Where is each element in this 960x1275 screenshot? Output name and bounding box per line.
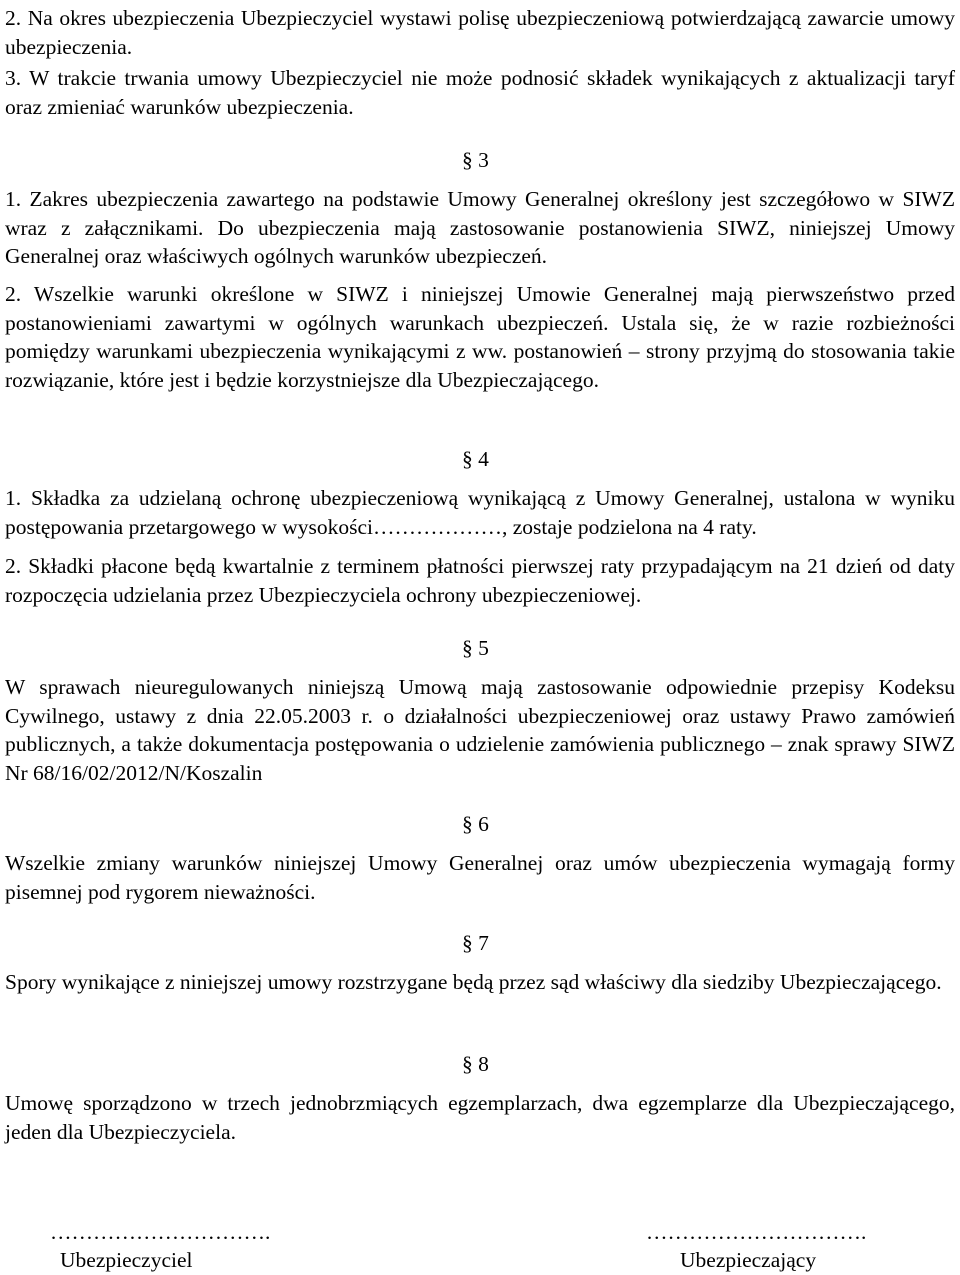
section-3-paragraph-2: 2. Wszelkie warunki określone w SIWZ i niniejszej Umowie Generalnej mają pierwszeństwo przed postanowieniami zawartymi w ogólnych warunkach ubezpieczeń. Ustala się, że w razie rozbieżności pomiędzy warunkami ubezpieczenia wynikającymi z ww. postanowień – strony przyjmą do stosowania takie rozwiązanie, które jest i będzie korzystniejsze dla Ubezpieczającego. <box>5 282 955 392</box>
section-4-paragraph-2: 2. Składki płacone będą kwartalnie z terminem płatności pierwszej raty przypadającym na 21 dzień od daty rozpoczęcia udzielania przez Ubezpieczyciela ochrony ubezpieczeniowej. <box>5 554 955 607</box>
section-7-paragraph: Spory wynikające z niniejszej umowy rozstrzygane będą przez sąd właściwy dla siedziby Ubezpieczającego. <box>5 970 942 994</box>
section-6-paragraph: Wszelkie zmiany warunków niniejszej Umowy Generalnej oraz umów ubezpieczenia wymagają formy pisemnej pod rygorem nieważności. <box>5 851 955 904</box>
section-8-paragraph: Umowę sporządzono w trzech jednobrzmiących egzemplarzach, dwa egzemplarze dla Ubezpieczającego, jeden dla Ubezpieczyciela. <box>5 1091 955 1144</box>
signature-line-insurer: …………………………. <box>50 1220 271 1244</box>
section-heading-3: § 3 <box>462 148 489 172</box>
clause-2-policy: 2. Na okres ubezpieczenia Ubezpieczyciel wystawi polisę ubezpieczeniową potwierdzającą zawarcie umowy ubezpieczenia. <box>5 6 955 59</box>
section-heading-6: § 6 <box>462 812 489 836</box>
section-5-paragraph: W sprawach nieuregulowanych niniejszą Umową mają zastosowanie odpowiednie przepisy Kodeksu Cywilnego, ustawy z dnia 22.05.2003 r. o działalności ubezpieczeniowej oraz ustawy Prawo zamówień publicznych, a także dokumentacja postępowania o udzielenie zamówienia publicznego – znak sprawy SIWZ Nr 68/16/02/2012/N/Koszalin <box>5 675 955 785</box>
clause-3-premium-fixed: 3. W trakcie trwania umowy Ubezpieczyciel nie może podnosić składek wynikających z aktualizacji taryf oraz zmieniać warunków ubezpieczenia. <box>5 66 955 119</box>
section-3-paragraph-1: 1. Zakres ubezpieczenia zawartego na podstawie Umowy Generalnej określony jest szczegółowo w SIWZ wraz z załącznikami. Do ubezpieczenia mają zastosowanie postanowienia SIWZ, niniejszej Umowy Generalnej oraz właściwych ogólnych warunków ubezpieczeń. <box>5 187 955 269</box>
section-heading-4: § 4 <box>462 447 489 471</box>
section-4-paragraph-1: 1. Składka za udzielaną ochronę ubezpieczeniową wynikającą z Umowy Generalnej, ustalona w wyniku postępowania przetargowego w wysokości………………, zostaje podzielona na 4 raty. <box>5 486 955 539</box>
section-heading-5: § 5 <box>462 636 489 660</box>
section-heading-8: § 8 <box>462 1052 489 1076</box>
signature-label-insurer: Ubezpieczyciel <box>60 1248 193 1272</box>
signature-label-policyholder: Ubezpieczający <box>680 1248 817 1272</box>
signature-line-policyholder: …………………………. <box>646 1220 867 1244</box>
section-heading-7: § 7 <box>462 931 489 955</box>
